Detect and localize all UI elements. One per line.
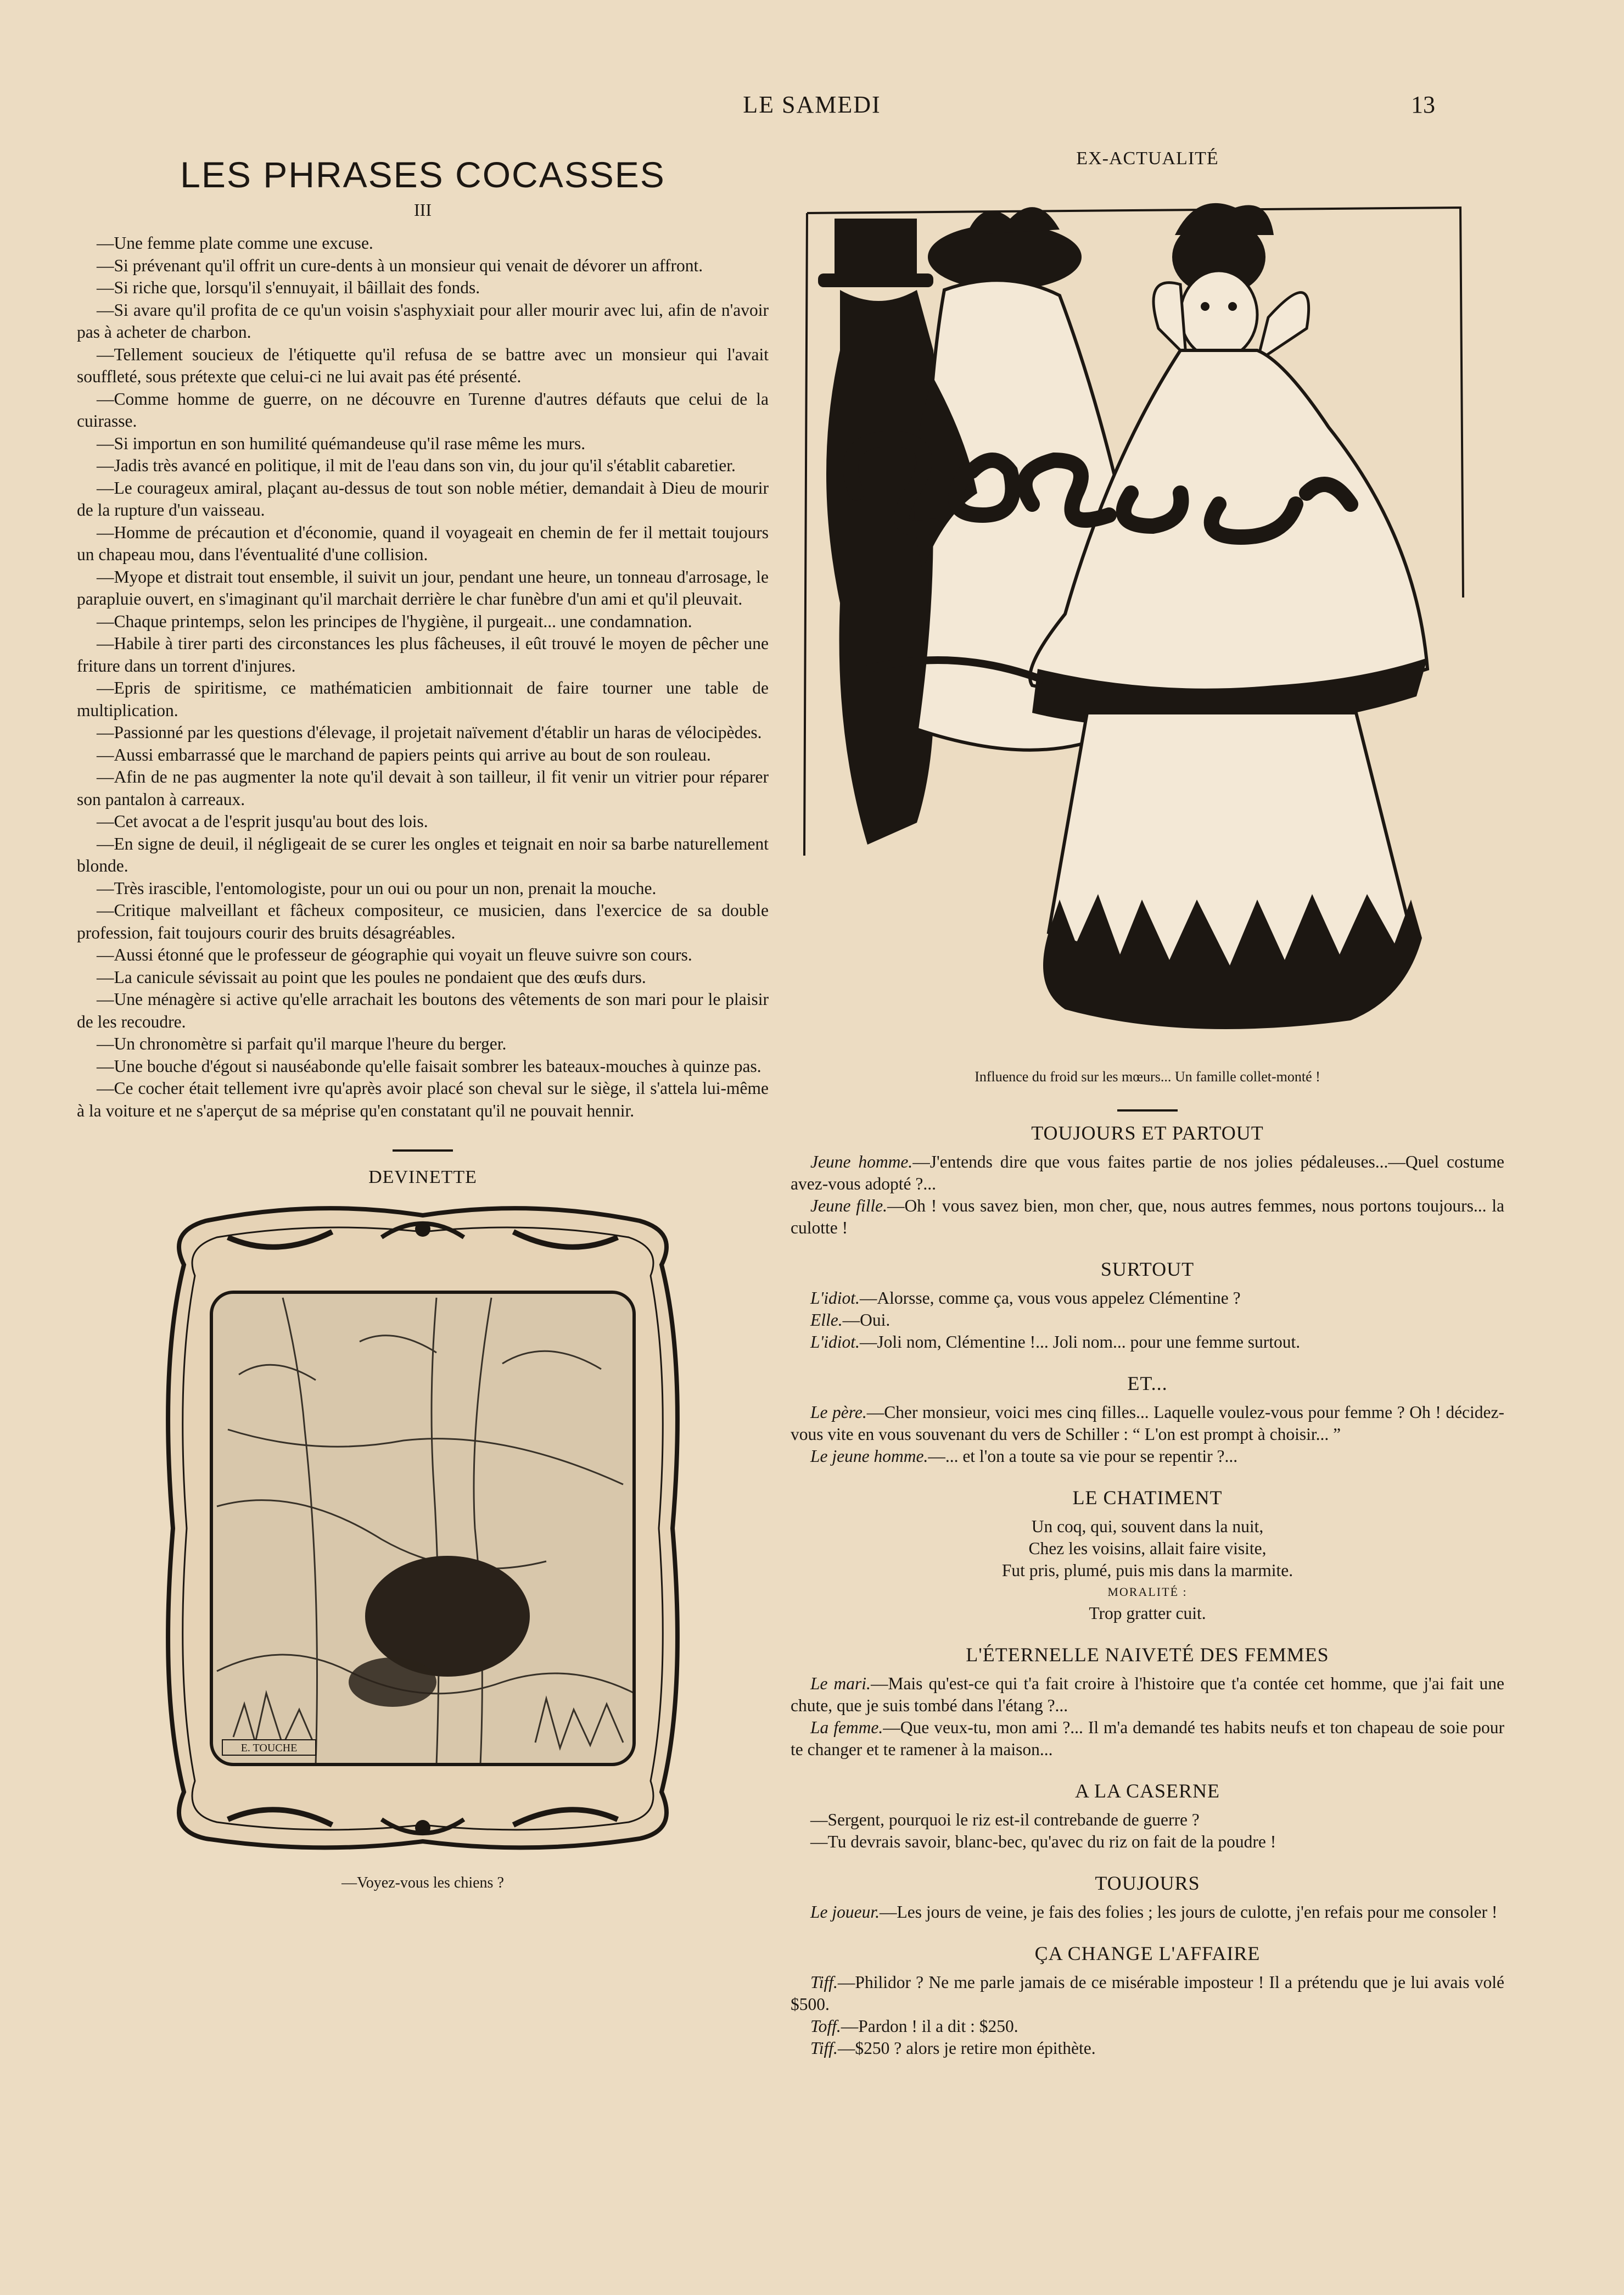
illustration-title: EX-ACTUALITÉ [1076, 148, 1219, 169]
devinette-illustration [151, 1199, 695, 1858]
speaker-label: Jeune homme. [810, 1152, 913, 1171]
jokes-section [791, 1121, 1504, 2059]
speaker-label: Le jeune homme. [810, 1447, 928, 1466]
section-title: A LA CASERNE [1074, 1780, 1220, 1802]
phrase-item: —Critique malveillant et fâcheux compositeur, ce musicien, dans l'exercice de sa double profession, fait toujours courir des bruits désagréables. [77, 901, 769, 942]
dialog-text: —Les jours de veine, je fais des folies ; les jours de culotte, j'en refais pour me consoler ! [880, 1902, 1498, 1922]
dialog-line [791, 1287, 1504, 1309]
phrase-item: —Si importun en son humilité quémandeuse qu'il rase même les murs. [97, 433, 586, 453]
section-title: SURTOUT [1100, 1258, 1195, 1280]
dialog-line [791, 2015, 1504, 2037]
phrase-item: —Afin de ne pas augmenter la note qu'il devait à son tailleur, il fit venir un vitrier pour réparer son pantalon à carreaux. [77, 767, 769, 809]
section-title: TOUJOURS [1095, 1872, 1200, 1894]
dialog-line [791, 1809, 1504, 1831]
speaker-label: Tiff. [810, 1973, 838, 1992]
speaker-label: Jeune fille. [810, 1196, 888, 1215]
dialog-text: —J'entends dire que vous faites partie de nos jolies pédaleuses...—Quel costume avez-vous adopté ?... [791, 1152, 1504, 1193]
poem-line: Un coq, qui, souvent dans la nuit, [1031, 1517, 1264, 1536]
section-title: ET... [1127, 1372, 1168, 1394]
phrase-item: —La canicule sévissait au point que les poules ne pondaient que des œufs durs. [97, 967, 646, 987]
dialog-text: —$250 ? alors je retire mon épithète. [837, 2039, 1096, 2058]
phrase-item: —Très irascible, l'entomologiste, pour un oui ou pour un non, prenait la mouche. [97, 878, 657, 898]
dialog-line [791, 1331, 1504, 1353]
phrase-item: —Une bouche d'égout si nauséabonde qu'elle faisait sombrer les bateaux-mouches à quinze pas. [97, 1056, 761, 1076]
speaker-label: L'idiot. [810, 1288, 860, 1308]
dialog-text: —Alorsse, comme ça, vous vous appelez Clémentine ? [859, 1288, 1241, 1308]
phrase-item: —Ce cocher était tellement ivre qu'après avoir placé son cheval sur le siège, il s'attela lui-même à la voiture et ne s'aperçut de sa méprise qu'en constatant qu'il ne pouvait hennir. [77, 1079, 769, 1120]
poem-line: Fut pris, plumé, puis mis dans la marmite. [1001, 1561, 1293, 1580]
phrase-item: —Comme homme de guerre, on ne découvre en Turenne d'autres défauts que celui de la cuirasse. [77, 389, 769, 431]
dialog-text: —Mais qu'est-ce qui t'a fait croire à l'histoire que t'a contée cet homme, que j'ai fait une chute, que je suis tombé dans l'étang ?... [791, 1674, 1504, 1715]
dialog-line [791, 1673, 1504, 1717]
phrase-item: —Cet avocat a de l'esprit jusqu'au bout des lois. [97, 812, 428, 831]
dialog-line [791, 1831, 1504, 1853]
dialog-text: —Sergent, pourquoi le riz est-il contrebande de guerre ? [810, 1810, 1200, 1829]
phrase-item: —Une ménagère si active qu'elle arrachait les boutons des vêtements de son mari pour le plaisir de les recoudre. [77, 990, 769, 1031]
phrase-item: —Epris de spiritisme, ce mathématicien ambitionnait de faire tourner une table de multiplication. [77, 678, 769, 720]
phrase-item: —Si riche que, lorsqu'il s'ennuyait, il bâillait des fonds. [97, 278, 480, 297]
dialog-text: —Joli nom, Clémentine !... Joli nom... pour une femme surtout. [859, 1332, 1301, 1352]
section-title: ÇA CHANGE L'AFFAIRE [1034, 1942, 1261, 1964]
dialog-line [791, 1309, 1504, 1331]
phrase-item: —Chaque printemps, selon les principes de l'hygiène, il purgeait... une condamnation. [97, 611, 692, 631]
dialog-line [791, 1445, 1504, 1467]
ex-actualite-illustration [802, 186, 1477, 1059]
dialog-line [791, 2037, 1504, 2059]
page-number: 13 [1411, 91, 1435, 118]
illustration-caption: Influence du froid sur les mœurs... Un famille collet-monté ! [975, 1069, 1320, 1085]
phrase-item: —Homme de précaution et d'économie, quand il voyageait en chemin de fer il mettait toujours un chapeau mou, dans l'éventualité d'une collision. [77, 522, 769, 564]
dialog-text: —Tu devrais savoir, blanc-bec, qu'avec du riz on fait de la poudre ! [810, 1832, 1276, 1851]
illustration-signature: E. TOUCHE [240, 1742, 298, 1754]
speaker-label: L'idiot. [810, 1332, 860, 1352]
right-column [791, 148, 1504, 2059]
speaker-label: La femme. [810, 1718, 883, 1737]
phrase-item: —Le courageux amiral, plaçant au-dessus de tout son noble métier, demandait à Dieu de mourir de la rupture d'un vaisseau. [77, 478, 769, 520]
dialog-line [791, 1717, 1504, 1761]
poem-line: Chez les voisins, allait faire visite, [1028, 1539, 1267, 1558]
section-title: L'ÉTERNELLE NAIVETÉ DES FEMMES [966, 1644, 1329, 1666]
phrase-item: —Tellement soucieux de l'étiquette qu'il refusa de se battre avec un monsieur qui l'avait souffleté, sous prétexte que celui-ci ne lui avait pas été présenté. [77, 344, 769, 386]
speaker-label: Le joueur. [810, 1902, 880, 1922]
dialog-text: —Oh ! vous savez bien, mon cher, que, nous autres femmes, nous portons toujours... la culotte ! [791, 1196, 1504, 1237]
section-title: LE CHATIMENT [1072, 1487, 1223, 1509]
moral-label: MORALITÉ : [1107, 1585, 1188, 1599]
devinette-title: DEVINETTE [368, 1167, 477, 1187]
phrase-item: —Aussi embarrassé que le marchand de papiers peints qui arrive au bout de son rouleau. [97, 745, 711, 764]
dialog-line [791, 1151, 1504, 1195]
section-divider [393, 1149, 453, 1152]
left-column [77, 148, 769, 1892]
phrase-item: —Si prévenant qu'il offrit un cure-dents à un monsieur qui venait de dévorer un affront. [97, 255, 703, 275]
phrase-item: —Habile à tirer parti des circonstances les plus fâcheuses, il eût trouvé le moyen de pêcher une friture dans un torrent d'injures. [77, 634, 769, 675]
phrase-item: —Un chronomètre si parfait qu'il marque l'heure du berger. [97, 1034, 507, 1053]
article-subtitle: III [414, 200, 432, 220]
phrase-item: —Une femme plate comme une excuse. [97, 233, 373, 253]
phrase-item: —En signe de deuil, il négligeait de se curer les ongles et teignait en noir sa barbe naturellement blonde. [77, 834, 769, 875]
dialog-text: —... et l'on a toute sa vie pour se repentir ?... [928, 1447, 1238, 1466]
phrase-list [77, 232, 769, 1122]
dialog-line [791, 1195, 1504, 1239]
dialog-line [791, 1972, 1504, 2015]
article-title: LES PHRASES COCASSES [180, 154, 665, 195]
dialog-text: —Philidor ? Ne me parle jamais de ce misérable imposteur ! Il a prétendu que je lui avais volé $500. [791, 1973, 1504, 2014]
section-title: TOUJOURS ET PARTOUT [1031, 1122, 1264, 1144]
phrase-item: —Si avare qu'il profita de ce qu'un voisin s'asphyxiait pour aller mourir avec lui, afin de n'avoir pas à acheter de charbon. [77, 300, 769, 342]
speaker-label: Toff. [810, 2017, 841, 2036]
speaker-label: Le mari. [810, 1674, 871, 1693]
dialog-text: —Oui. [842, 1310, 891, 1330]
dialog-text: —Pardon ! il a dit : $250. [841, 2017, 1018, 2036]
phrase-item: —Jadis très avancé en politique, il mit de l'eau dans son vin, du jour qu'il s'établit cabaretier. [97, 456, 736, 475]
phrase-item: —Myope et distrait tout ensemble, il suivit un jour, pendant une heure, un tonneau d'arrosage, le parapluie ouvert, en s'imaginant qu'il marchait derrière le char funèbre d'un ami et qu'il pleuvait. [77, 567, 769, 608]
speaker-label: Tiff. [810, 2039, 838, 2058]
newspaper-title: LE SAMEDI [743, 91, 881, 118]
right-divider [1117, 1109, 1178, 1112]
dialog-line [791, 1401, 1504, 1445]
speaker-label: Le père. [810, 1403, 867, 1422]
dialog-line [791, 1901, 1504, 1923]
phrase-item: —Passionné par les questions d'élevage, il projetait naïvement d'établir un haras de vélocipèdes. [97, 723, 762, 742]
phrase-item: —Aussi étonné que le professeur de géographie qui voyait un fleuve suivre son cours. [97, 945, 692, 964]
dialog-text: —Cher monsieur, voici mes cinq filles... Laquelle voulez-vous pour femme ? Oh ! décidez-vous vite en vous souvenant du vers de Schiller : “ L'on est prompt à choisir... ” [791, 1403, 1504, 1444]
devinette-caption: —Voyez-vous les chiens ? [341, 1874, 504, 1891]
moral-text: Trop gratter cuit. [1089, 1604, 1206, 1623]
dialog-text: —Que veux-tu, mon ami ?... Il m'a demandé tes habits neufs et ton chapeau de soie pour te changer et te ramener à la maison... [791, 1718, 1505, 1759]
speaker-label: Elle. [810, 1310, 843, 1330]
